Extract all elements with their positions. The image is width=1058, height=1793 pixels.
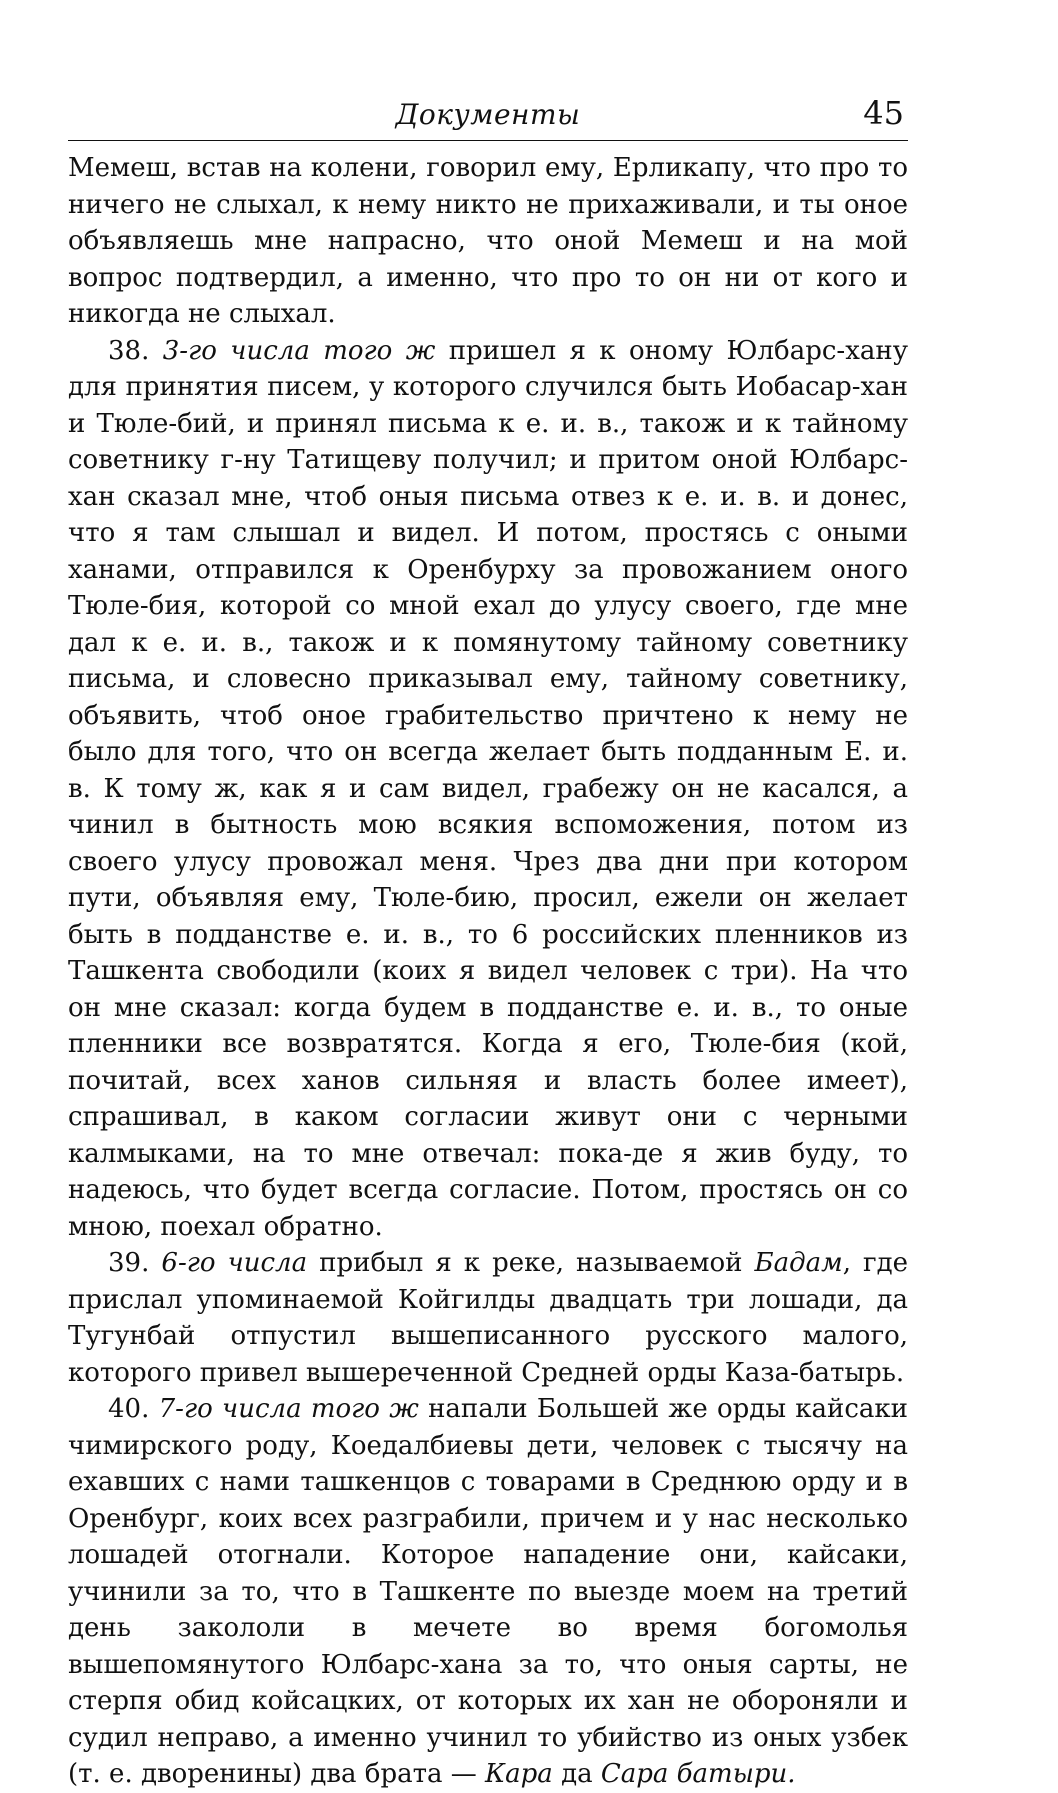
person-name: Кара [485, 1759, 553, 1789]
river-name: Бадам [754, 1248, 843, 1278]
running-header [68, 92, 908, 141]
paragraph-text: пришел я к оному Юлбарс-хану для принятия писем, у которого случился быть Иобасар-хан и Тюле-бий, и принял письма к е. и. в., також и к тайному советнику г-ну Татищеву получил; и притом оной Юлбарс-хан сказал мне, чтоб оныя письма отвез к е. и. в. и донес, что я там слышал и видел. И потом, простясь с оными ханами, отправился к Оренбурху за провожанием оного Тюле-бия, которой со мной ехал до улусу своего, где мне дал к е. и. в., також и к помянутому тайному советнику письма, и словесно приказывал ему, тайному советнику, объявить, чтоб оное грабительство причтено к нему не было для того, что он всегда желает быть подданным Е. и. в. К тому ж, как я и сам видел, грабежу он не касался, а чинил в бытность мою всякия вспоможения, потом из своего улусу провожал меня. Чрез два дни при котором пути, объявляя ему, Тюле-бию, просил, ежели он желает быть в подданстве е. и. в., то 6 российских пленников из Ташкента свободили (коих я видел человек с три). На что он мне сказал: когда будем в подданстве е. и. в., то оные пленники все возвратятся. Когда я его, Тюле-бия (кой, почитай, всех ханов сильняя и власть более имеет), спрашивал, в каком согласии живут они с черными калмыками, на то мне отвечал: пока-де я жив буду, то надеюсь, что будет всегда согласие. Потом, простясь он со мною, поехал обратно. [68, 335, 908, 1242]
paragraph-continuation [68, 150, 908, 333]
paragraph-text: напали Большей же орды кайсаки чимирского роду, Коедалбиевы дети, человек с тысячу на ехавших с нами ташкенцов с товарами в Среднюю орду и в Оренбург, коих всех разграбили, причем и у нас несколько лошадей отогнали. Которое нападение они, кайсаки, учинили за то, что в Ташкенте по выезде моем на третий день закололи в мечете во время богомолья вышепомянутого Юлбарс-хана за то, что оныя сарты, не стерпя обид койсацких, от которых их хан не обороняли и судил неправо, а именно учинил то убийство из оных узбек (т. е. дворенины) два брата — [68, 1394, 909, 1789]
body-text [68, 150, 908, 1793]
paragraph-text: , где прислал упоминаемой Койгилды двадцать три лошади, да Тугунбай отпустил вышеписанного русского малого, которого привел вышереченной Средней орды Каза-батырь. [68, 1248, 909, 1388]
paragraph-40 [68, 1391, 908, 1793]
entry-number: 38. [108, 335, 150, 366]
person-name: Сара батыри. [600, 1759, 796, 1789]
conjunction: да [561, 1759, 593, 1789]
page-number: 45 [863, 94, 904, 132]
entry-date: 7-го числа того ж [158, 1394, 419, 1424]
entry-date: 6-го числа [161, 1248, 308, 1278]
entry-date: 3-го числа того ж [162, 335, 436, 366]
paragraph-text: Мемеш, встав на колени, говорил ему, Ерликапу, что про то ничего не слыхал, к нему никто не прихаживали, и ты оное объявляешь мне напрасно, что оной Мемеш и на мой вопрос подтвердил, а именно, что про то он ни от кого и никогда не слыхал. [68, 153, 908, 329]
paragraph-text: прибыл я к реке, называемой [319, 1248, 743, 1278]
paragraph-39 [68, 1245, 908, 1391]
paragraph-38 [68, 333, 908, 1246]
running-title: Документы [395, 98, 581, 131]
entry-number: 39. [108, 1248, 150, 1278]
entry-number: 40. [108, 1394, 150, 1424]
